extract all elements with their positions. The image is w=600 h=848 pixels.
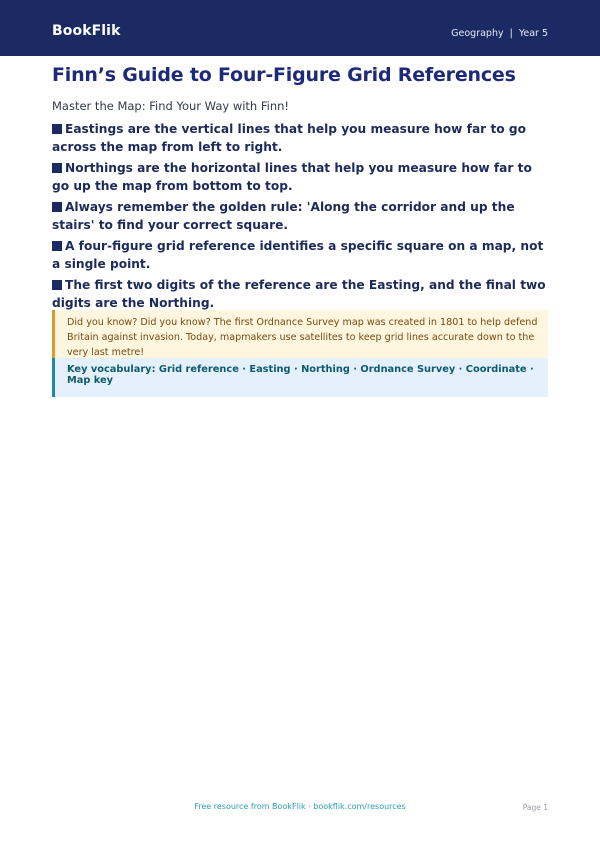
square-bullet-icon <box>52 124 62 134</box>
page-subtitle: Master the Map: Find Your Way with Finn! <box>52 99 290 113</box>
page-title: Finn’s Guide to Four-Figure Grid References <box>52 64 516 86</box>
did-you-know-box: Did you know? Did you know? The first Ordnance Survey map was created in 1801 to help defend Britain against invasion. Today, mapmakers use satellites to keep grid lines accurate down to the very last metre! <box>52 310 548 358</box>
bullet-text: A four-figure grid reference identifies a specific square on a map, not a single point. <box>52 239 544 271</box>
subject-label: Geography <box>451 28 504 39</box>
bullet-item <box>52 160 552 195</box>
footer-link[interactable]: Free resource from BookFlik · bookflik.com/resources <box>194 802 406 811</box>
bullet-list <box>52 121 552 316</box>
page-number: Page 1 <box>522 803 548 812</box>
bullet-item <box>52 121 552 156</box>
year-label: Year 5 <box>518 28 548 39</box>
brand-logo[interactable]: BookFlik <box>52 23 121 39</box>
bullet-item <box>52 277 552 312</box>
square-bullet-icon <box>52 241 62 251</box>
square-bullet-icon <box>52 280 62 290</box>
header-meta <box>451 28 548 39</box>
bullet-text: Northings are the horizontal lines that help you measure how far to go up the map from bottom to top. <box>52 161 532 193</box>
bullet-text: Eastings are the vertical lines that help you measure how far to go across the map from left to right. <box>52 122 526 154</box>
key-vocabulary-box: Key vocabulary: Grid reference · Easting · Northing · Ordnance Survey · Coordinate · Map key <box>52 358 548 397</box>
meta-separator: | <box>509 28 513 39</box>
bullet-text: The first two digits of the reference are the Easting, and the final two digits are the Northing. <box>52 278 546 310</box>
bullet-item <box>52 238 552 273</box>
square-bullet-icon <box>52 202 62 212</box>
bullet-item <box>52 199 552 234</box>
bullet-text: Always remember the golden rule: 'Along the corridor and up the stairs' to find your correct square. <box>52 200 515 232</box>
square-bullet-icon <box>52 163 62 173</box>
header-bar <box>0 0 600 56</box>
